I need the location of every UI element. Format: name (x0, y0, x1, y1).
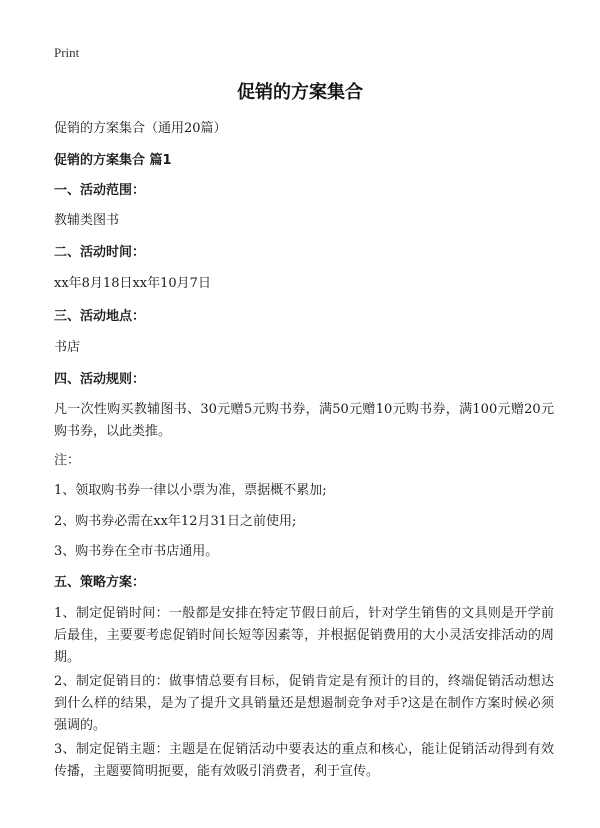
strategy-item: 1、制定促销时间：一般都是安排在特定节假日前后，针对学生销售的文具则是开学前后最佳，主要要考虑促销时间长短等因素等，并根据促销费用的大小灵活安排活动的周期。 (54, 606, 554, 665)
note-label: 注： (54, 453, 81, 468)
section-heading-strategy: 五、策略方案： (54, 575, 146, 590)
note-item: 1、领取购书券一律以小票为准，票据概不累加; (54, 483, 327, 498)
document-title: 促销的方案集合 (237, 82, 363, 103)
strategy-item: 2、制定促销目的：做事情总要有目标，促销肯定是有预计的目的，终端促销活动想达到什么样的结果，是为了提升文具销量还是想遏制竞争对手?这是在制作方案时候必须强调的。 (54, 674, 554, 733)
section-text-time: xx年8月18日xx年10月7日 (54, 276, 211, 291)
rules-paragraph: 凡一次性购买教辅图书、30元赠5元购书券，满50元赠10元购书券，满100元赠20元购书券，以此类推。 (54, 402, 554, 439)
section-heading-location: 三、活动地点： (54, 309, 146, 324)
note-item: 3、购书券在全市书店通用。 (54, 544, 219, 559)
section-heading-scope: 一、活动范围： (54, 183, 146, 198)
article-heading: 促销的方案集合 篇1 (54, 153, 172, 168)
section-heading-time: 二、活动时间： (54, 245, 146, 260)
section-text-scope: 教辅类图书 (54, 213, 120, 228)
section-heading-rules: 四、活动规则： (54, 372, 146, 387)
document-subtitle: 促销的方案集合（通用20篇） (54, 121, 227, 136)
print-label: Print (54, 45, 80, 60)
section-text-location: 书店 (54, 340, 81, 355)
note-item: 2、购书券必需在xx年12月31日之前使用; (54, 514, 297, 529)
strategy-item: 3、制定促销主题：主题是在促销活动中要表达的重点和核心，能让促销活动得到有效传播，主题要简明扼要，能有效吸引消费者，利于宣传。 (54, 742, 554, 779)
